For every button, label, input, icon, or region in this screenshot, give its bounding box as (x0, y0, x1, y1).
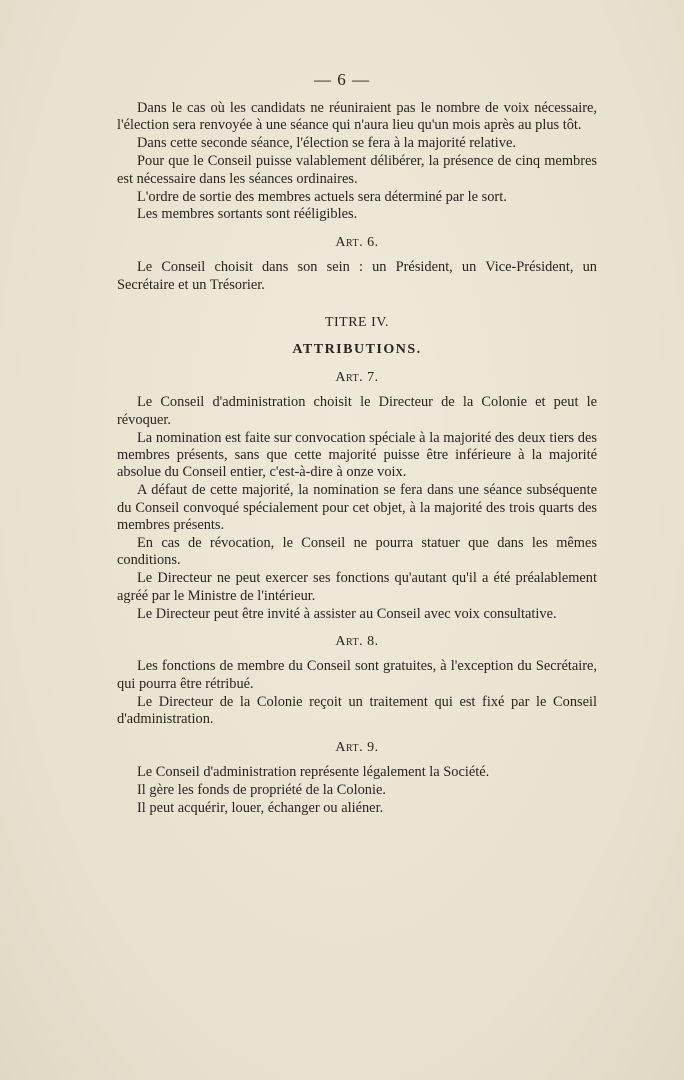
article-heading: Art. 7. (335, 369, 379, 385)
paragraph: Le Conseil choisit dans son sein : un Président, un Vice-Président, un Secrétaire et un Trésorier. (117, 259, 597, 293)
paragraph: Dans cette seconde séance, l'élection se fera à la majorité relative. (137, 135, 516, 152)
document-body (117, 100, 597, 818)
section-subtitle: ATTRIBUTIONS. (292, 342, 422, 358)
paragraph: A défaut de cette majorité, la nomination se fera dans une séance subséquente du Conseil convoqué spécialement pour cet objet, à la majorité des trois quarts des membres présents. (117, 482, 597, 534)
paragraph: Le Directeur peut être invité à assister au Conseil avec voix consultative. (137, 605, 557, 622)
article-heading: Art. 8. (335, 634, 379, 650)
article-heading: Art. 9. (335, 739, 379, 755)
paragraph: L'ordre de sortie des membres actuels sera déterminé par le sort. (137, 188, 507, 205)
paragraph: Les membres sortants sont rééligibles. (137, 206, 358, 223)
paragraph: Le Conseil d'administration représente légalement la Société. (137, 764, 490, 780)
paragraph: Le Directeur ne peut exercer ses fonctions qu'autant qu'il a été préalablement agréé par le Ministre de l'intérieur. (117, 570, 597, 604)
paragraph: En cas de révocation, le Conseil ne pourra statuer que dans les mêmes conditions. (117, 535, 597, 569)
paragraph: Pour que le Conseil puisse valablement délibérer, la présence de cinq membres est nécessaire dans les séances ordinaires. (117, 153, 597, 187)
article-heading: Art. 6. (335, 234, 379, 250)
section-title: TITRE IV. (324, 315, 390, 331)
paragraph: Le Directeur de la Colonie reçoit un traitement qui est fixé par le Conseil d'administration. (117, 693, 597, 728)
paragraph: Les fonctions de membre du Conseil sont gratuites, à l'exception du Secrétaire, qui pourra être rétribué. (117, 658, 597, 692)
paragraph: Le Conseil d'administration choisit le Directeur de la Colonie et peut le révoquer. (117, 394, 597, 428)
page-number: — 6 — (314, 70, 370, 89)
paragraph: Il peut acquérir, louer, échanger ou aliéner. (137, 799, 384, 816)
paragraph: Dans le cas où les candidats ne réuniraient pas le nombre de voix nécessaire, l'élection sera renvoyée à une séance qui n'aura lieu qu'un mois après au plus tôt. (117, 100, 597, 134)
paragraph: La nomination est faite sur convocation spéciale à la majorité des deux tiers des membres présents, sans que cette majorité puisse être inférieure à la majorité absolue du Conseil entier, c'est-à-dire à onze voix. (117, 429, 597, 481)
paragraph: Il gère les fonds de propriété de la Colonie. (137, 781, 386, 798)
